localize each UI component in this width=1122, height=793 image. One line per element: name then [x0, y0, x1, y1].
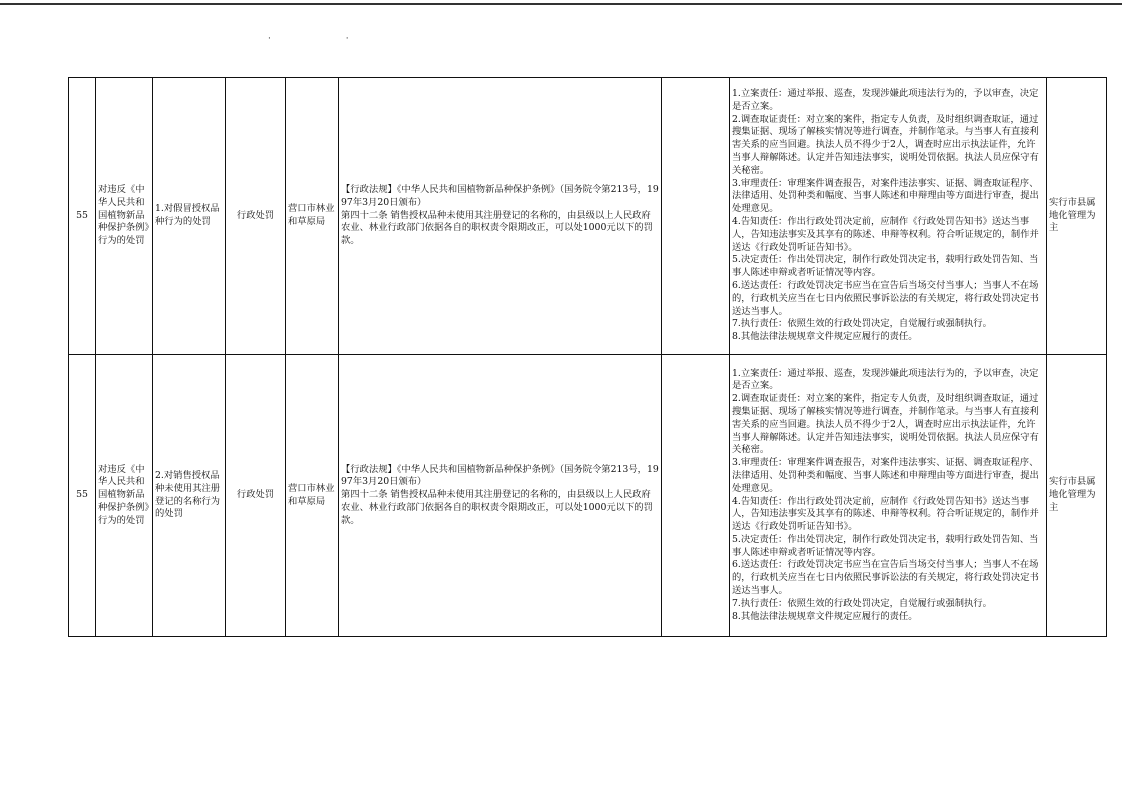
page-top-rule — [0, 3, 1122, 5]
basis-line: 【行政法规】《中华人民共和国植物新品种保护条例》（国务院令第213号，1997年3月20日颁布） — [341, 463, 659, 488]
responsibility-item: 6.送达责任：行政处罚决定书应当在宣告后当场交付当事人；当事人不在场的，行政机关应当在七日内依照民事诉讼法的有关规定，将行政处罚决定书送达当事人。 — [732, 279, 1039, 317]
basis-line: 第四十二条 销售授权品种未使用其注册登记的名称的，由县级以上人民政府农业、林业行政部门依据各自的职权责令限期改正，可以处1000元以下的罚款。 — [341, 209, 653, 247]
power-category: 行政处罚 — [226, 78, 286, 355]
department: 营口市林业和草原局 — [286, 355, 339, 637]
note-cell: 实行市县属地化管理为主 — [1047, 78, 1107, 355]
legal-basis — [339, 78, 662, 355]
responsibility-item: 3.审理责任：审理案件调查报告，对案件违法事实、证据、调查取证程序、法律适用、处罚种类和幅度、当事人陈述和申辩理由等方面进行审查，提出处理意见。 — [732, 457, 1039, 494]
item-name: 对违反《中华人民共和国植物新品种保护条例》行为的处罚 — [96, 78, 153, 355]
responsibility-item: 5.决定责任：作出处罚决定，制作行政处罚决定书，载明行政处罚告知、当事人陈述申辩或者听证情况等内容。 — [732, 533, 1039, 558]
basis-line: 第四十二条 销售授权品种未使用其注册登记的名称的，由县级以上人民政府农业、林业行政部门依据各自的职权责令限期改正，可以处1000元以下的罚款。 — [341, 489, 653, 526]
responsibility-item: 4.告知责任：作出行政处罚决定前，应制作《行政处罚告知书》送达当事人，告知违法事实及其享有的陈述、申辩等权利。符合听证规定的，制作并送达《行政处罚听证告知书》。 — [732, 495, 1039, 533]
power-list-table — [68, 77, 1107, 637]
responsibility-item: 7.执行责任：依照生效的行政处罚决定，自觉履行或强制执行。 — [732, 318, 992, 330]
note-cell: 实行市县属地化管理为主 — [1047, 355, 1107, 637]
basis-line: 【行政法规】《中华人民共和国植物新品种保护条例》（国务院令第213号，1997年3月20日颁布） — [341, 184, 659, 208]
sub-item-name: 1.对假冒授权品种行为的处罚 — [153, 78, 226, 355]
scan-marks: · · — [268, 34, 385, 44]
responsibility-item: 2.调查取证责任：对立案的案件，指定专人负责，及时组织调查取证，通过搜集证据、现场了解核实情况等进行调查，并制作笔录。与当事人有直接利害关系的应当回避。执法人员不得少于2人，调查时应出示执法证件，允许当事人辩解陈述。认定并告知违法事实，说明处罚依据。执法人员应保守有关秘密。 — [732, 113, 1039, 176]
responsibility-item: 5.决定责任：作出处罚决定，制作行政处罚决定书，载明行政处罚告知、当事人陈述申辩或者听证情况等内容。 — [732, 254, 1039, 279]
responsibility-item: 8.其他法律法规规章文件规定应履行的责任。 — [732, 331, 918, 343]
responsibility-item: 3.审理责任：审理案件调查报告，对案件违法事实、证据、调查取证程序、法律适用、处罚种类和幅度、当事人陈述和申辩理由等方面进行审查，提出处理意见。 — [732, 177, 1039, 215]
legal-basis — [339, 355, 662, 637]
responsibility-item: 4.告知责任：作出行政处罚决定前，应制作《行政处罚告知书》送达当事人，告知违法事实及其享有的陈述、申辩等权利。符合听证规定的，制作并送达《行政处罚听证告知书》。 — [732, 216, 1039, 253]
responsibility-list — [730, 78, 1047, 355]
item-name: 对违反《中华人民共和国植物新品种保护条例》行为的处罚 — [96, 355, 153, 637]
power-category: 行政处罚 — [226, 355, 286, 637]
sub-item-name: 2.对销售授权品种未使用其注册登记的名称行为的处罚 — [153, 355, 226, 637]
responsibility-item: 1.立案责任：通过举报、巡查，发现涉嫌此项违法行为的，予以审查，决定是否立案。 — [732, 367, 1039, 392]
responsibility-item: 8.其他法律法规规章文件规定应履行的责任。 — [732, 610, 918, 622]
department: 营口市林业和草原局 — [286, 78, 339, 355]
empty-cell — [662, 355, 730, 637]
responsibility-item: 7.执行责任：依照生效的行政处罚决定，自觉履行或强制执行。 — [732, 597, 992, 609]
responsibility-item: 1.立案责任：通过举报、巡查，发现涉嫌此项违法行为的，予以审查，决定是否立案。 — [732, 88, 1039, 112]
row-number: 55 — [69, 78, 96, 355]
table-row — [69, 78, 1107, 355]
responsibility-list — [730, 355, 1047, 637]
responsibility-item: 2.调查取证责任：对立案的案件，指定专人负责，及时组织调查取证，通过搜集证据、现场了解核实情况等进行调查，并制作笔录。与当事人有直接利害关系的应当回避。执法人员不得少于2人，调查时应出示执法证件，允许当事人辩解陈述。认定并告知违法事实，说明处罚依据。执法人员应保守有关秘密。 — [732, 393, 1039, 456]
table-row — [69, 355, 1107, 637]
empty-cell — [662, 78, 730, 355]
responsibility-item: 6.送达责任：行政处罚决定书应当在宣告后当场交付当事人；当事人不在场的，行政机关应当在七日内依照民事诉讼法的有关规定，将行政处罚决定书送达当事人。 — [732, 559, 1039, 597]
row-number: 55 — [69, 355, 96, 637]
